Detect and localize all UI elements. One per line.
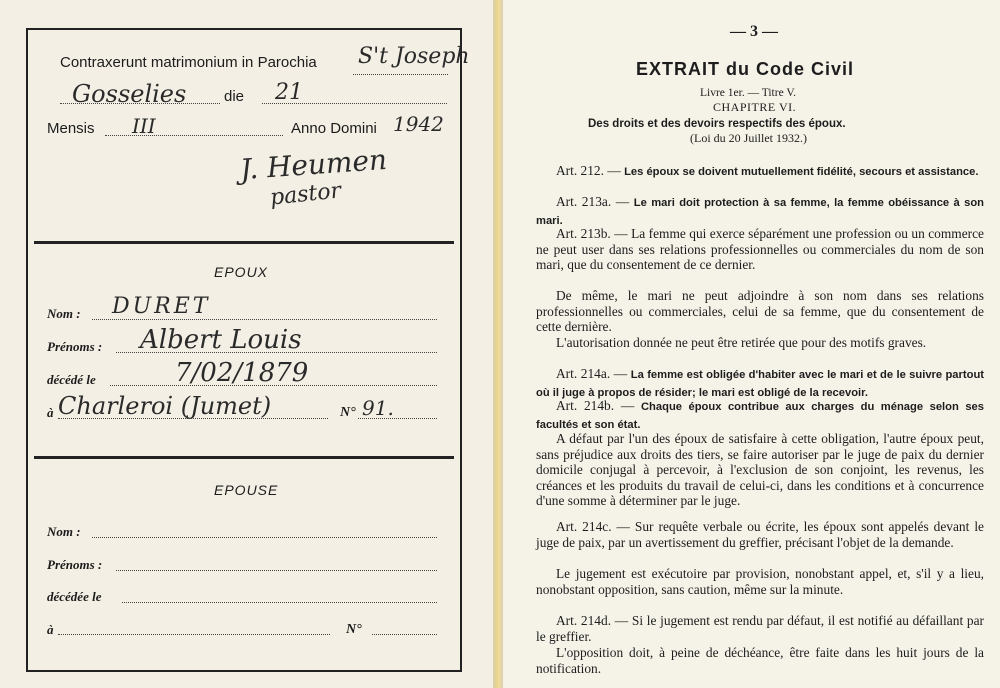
epoux-nom-handwriting: DURET <box>112 294 211 319</box>
art-212-text: Les époux se doivent mutuellement fidélité, secours et assistance. <box>624 166 979 178</box>
anno-handwriting: 1942 <box>393 112 444 136</box>
extract-subtitle-2: CHAPITRE VI. <box>713 100 797 114</box>
para-a-defaut: A défaut par l'un des époux de satisfaire à cette obligation, l'autre époux peut, sans préjudice aux droits des tiers, se faire autoriser par le juge de paix du dernier domicile conjugal à percevoir, à l'exclusion de son conjoint, les revenus, les créances et les produits du travail de celui-ci, dans les conditions et à concurrence d'une somme à déterminer par le juge. <box>536 431 984 509</box>
epoux-decede-handwriting: 7/02/1879 <box>175 358 309 388</box>
anno-label: Anno Domini <box>291 120 377 137</box>
art-214c-number: Art. 214c. — <box>556 519 630 534</box>
art-214c-text: Sur requête verbale ou écrite, les époux sont appelés devant le juge de paix, par un avertissement du greffier, précisant l'objet de la demande. <box>536 519 984 550</box>
art-213b-text: La femme qui exerce séparément une profession ou un commerce ne peut user dans ses relations professionnelles ou commerciales du nom de son mari, que du consentement de ce dernier. <box>536 226 984 273</box>
art-214a <box>536 366 984 401</box>
book-spine <box>493 0 503 688</box>
art-212-number: Art. 212. — <box>556 163 621 178</box>
signature-title: pastor <box>268 178 343 211</box>
page-number: — 3 — <box>730 23 778 40</box>
die-dotted-line <box>262 103 447 104</box>
epouse-decedee-label: décédée le <box>47 589 102 604</box>
art-213a-text: Le mari doit protection à sa femme, la femme obéissance à son mari. <box>536 197 984 227</box>
epoux-a-line <box>58 418 328 419</box>
art-213a-number: Art. 213a. — <box>556 194 630 209</box>
epouse-a-line <box>58 634 330 635</box>
epoux-a-handwriting: Charleroi (Jumet) <box>58 392 272 420</box>
extract-subtitle-1: Livre 1er. — Titre V. <box>700 87 797 99</box>
extract-heading: Des droits et des devoirs respectifs des époux. <box>588 118 846 130</box>
art-214c <box>536 519 984 550</box>
art-213b <box>536 226 984 273</box>
mensis-label: Mensis <box>47 120 95 137</box>
epouse-title: EPOUSE <box>214 482 279 498</box>
mensis-dotted-line <box>105 135 283 136</box>
para-jugement: Le jugement est exécutoire par provision, nonobstant appel, et, s'il y a lieu, nonobstant opposition, sans caution, même sur la minute. <box>536 566 984 597</box>
die-label: die <box>224 88 245 105</box>
para-autorisation: L'autorisation donnée ne peut être retirée que pour des motifs graves. <box>556 335 927 350</box>
epouse-no-line <box>372 634 437 635</box>
law-note: (Loi du 20 Juillet 1932.) <box>690 131 807 145</box>
art-214d-number: Art. 214d. — <box>556 613 629 628</box>
para-opposition: L'opposition doit, à peine de déchéance, être faite dans les huit jours de la notification. <box>536 645 984 676</box>
art-213b-number: Art. 213b. — <box>556 226 628 241</box>
epoux-title: EPOUX <box>214 264 269 280</box>
parish-handwriting: S't Joseph <box>358 44 470 69</box>
epoux-no-line <box>358 418 437 419</box>
art-214a-text: La femme est obligée d'habiter avec le mari et de le suivre partout où il juge à propos de résider; le mari est obligé de la recevoir. <box>536 369 984 399</box>
epoux-decede-label: décédé le <box>47 372 96 387</box>
art-212 <box>536 163 984 181</box>
divider-top <box>34 241 454 244</box>
art-214d <box>536 613 984 644</box>
epoux-nom-line <box>92 319 437 320</box>
parish-dotted-line <box>353 74 448 75</box>
epouse-no-label: N° <box>346 622 362 637</box>
town-handwriting: Gosselies <box>72 80 187 108</box>
epoux-prenoms-label: Prénoms : <box>47 339 103 354</box>
die-handwriting: 21 <box>275 80 303 105</box>
epoux-a-label: à <box>47 405 54 420</box>
epouse-a-label: à <box>47 622 54 637</box>
town-dotted-line <box>60 103 220 104</box>
art-213a <box>536 194 984 229</box>
divider-middle <box>34 456 454 459</box>
epouse-prenoms-line <box>116 570 437 571</box>
epoux-no-handwriting: 91. <box>362 396 394 420</box>
epoux-no-label: N° <box>340 405 356 420</box>
art-214b <box>536 398 984 433</box>
para-de-meme: De même, le mari ne peut adjoindre à son nom dans ses relations professionnelles ou commerciales, celui de sa femme, que du consentement de cette dernière. <box>536 288 984 335</box>
epoux-decede-line <box>110 385 437 386</box>
extract-title: EXTRAIT du Code Civil <box>636 59 855 79</box>
epoux-nom-label: Nom : <box>47 306 81 321</box>
epoux-prenoms-handwriting: Albert Louis <box>140 325 302 355</box>
art-214a-number: Art. 214a. — <box>556 366 628 381</box>
art-214b-number: Art. 214b. — <box>556 398 635 413</box>
epouse-nom-label: Nom : <box>47 524 81 539</box>
epouse-nom-line <box>92 537 437 538</box>
art-214d-text: Si le jugement est rendu par défaut, il est notifié au défaillant par le greffier. <box>536 613 984 644</box>
epouse-decedee-line <box>122 602 437 603</box>
art-214b-text: Chaque époux contribue aux charges du ménage selon ses facultés et son état. <box>536 401 984 431</box>
epoux-prenoms-line <box>116 352 437 353</box>
epouse-prenoms-label: Prénoms : <box>47 557 103 572</box>
mensis-handwriting: III <box>132 114 156 138</box>
header-line: Contraxerunt matrimonium in Parochia <box>60 54 317 71</box>
signature: J. Heumen <box>239 142 389 187</box>
